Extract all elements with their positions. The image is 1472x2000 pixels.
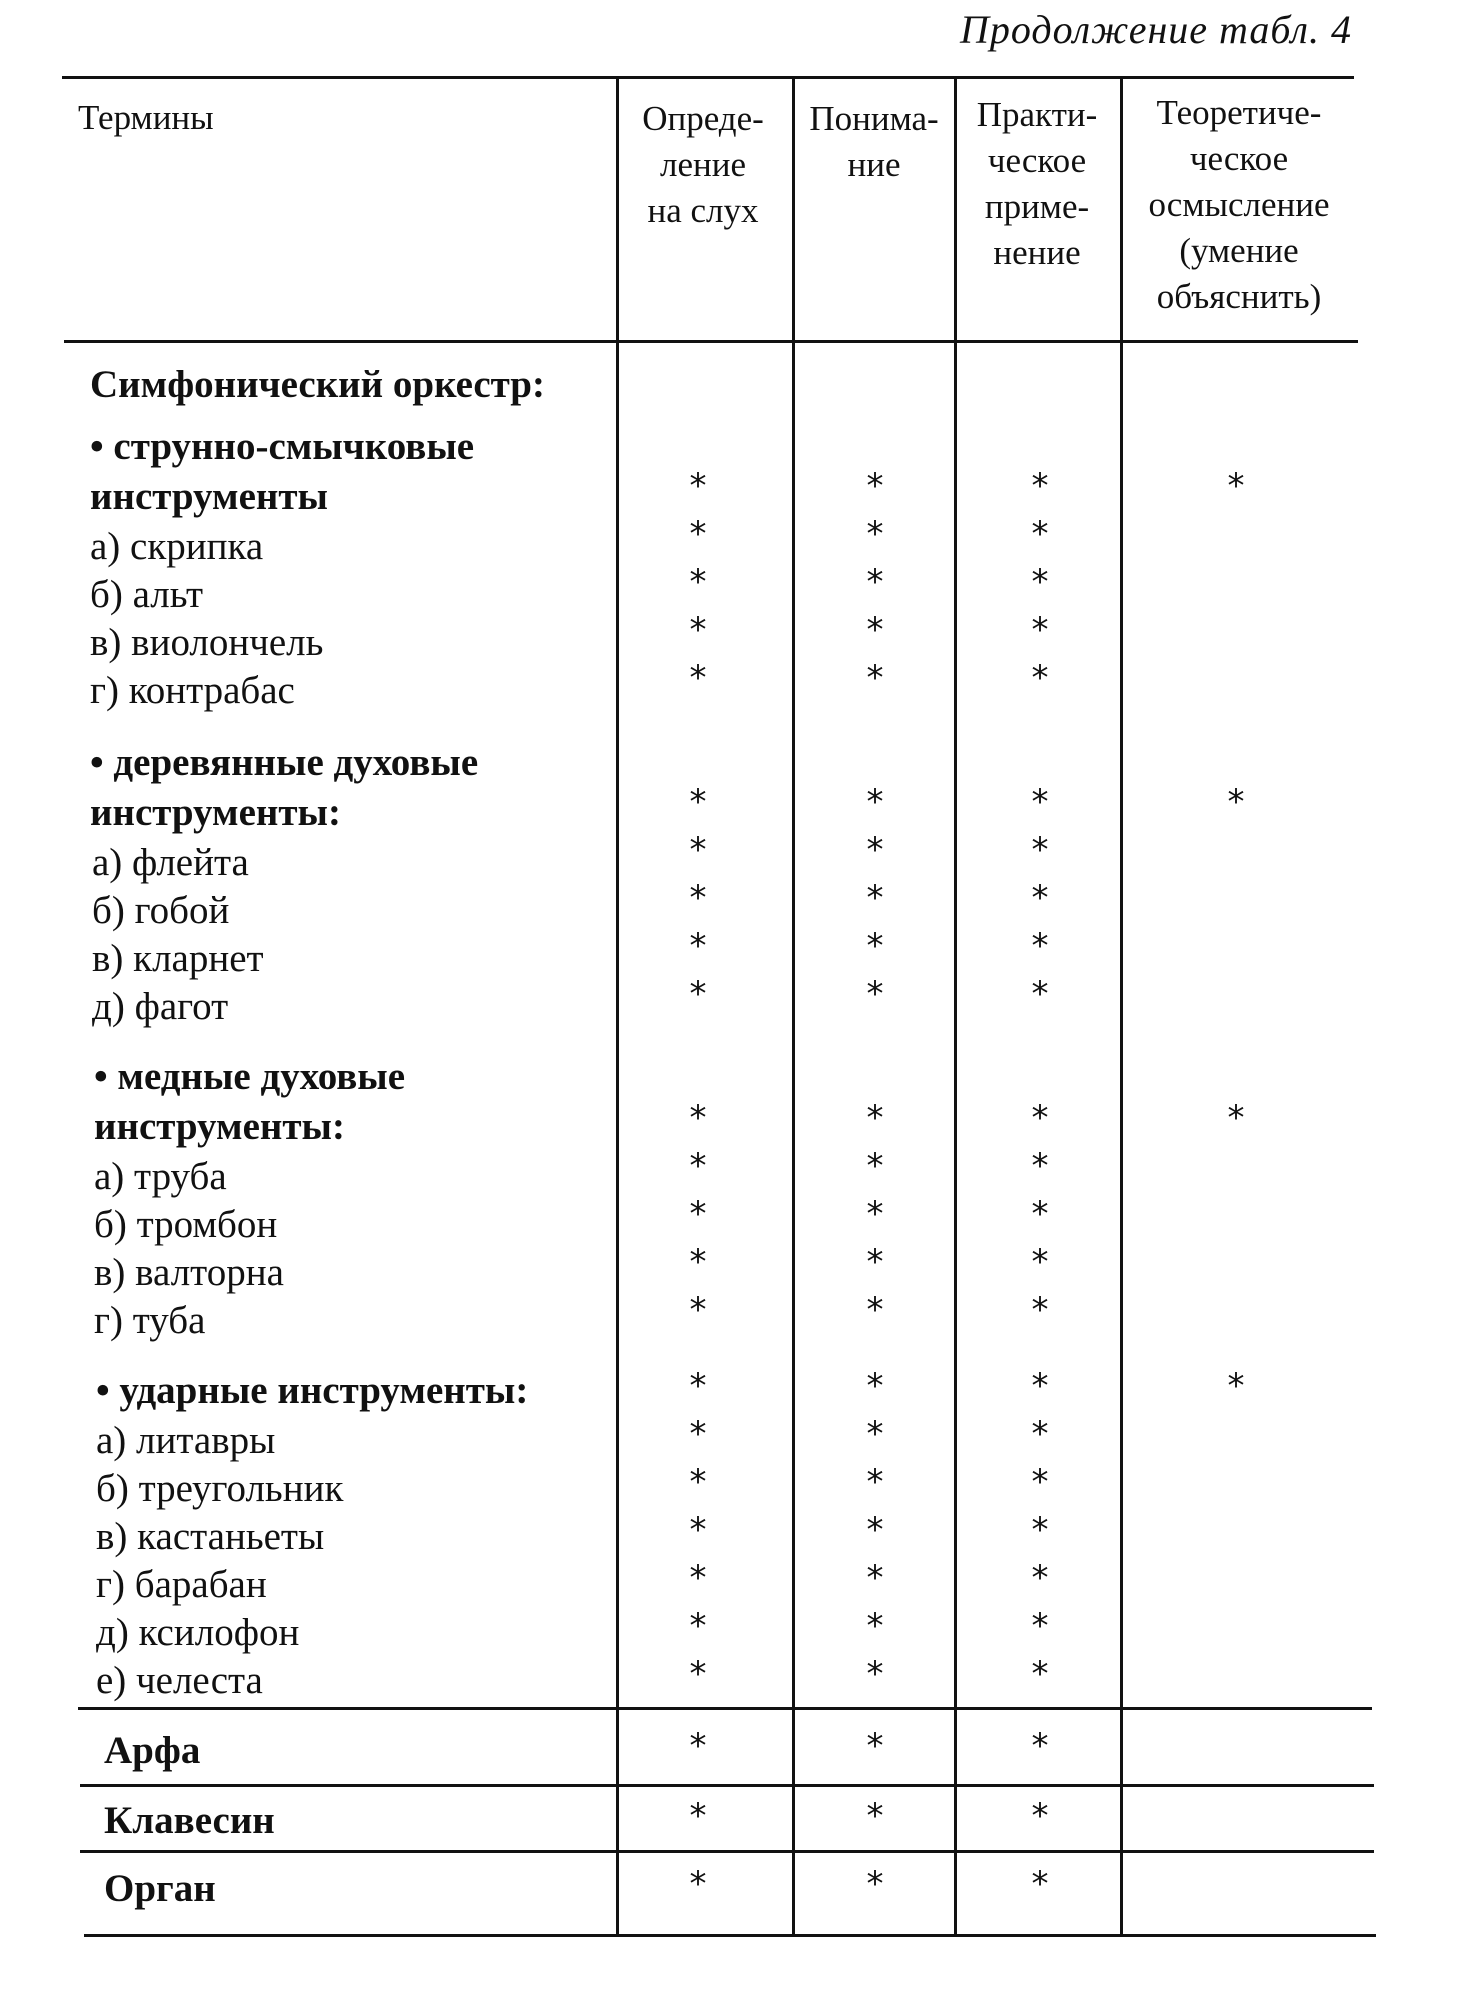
list-item: в) виолончель [90, 621, 324, 664]
mark-asterisk: * [689, 610, 707, 650]
header-col4-line: объяснить) [1156, 277, 1322, 316]
mark-asterisk: * [689, 1194, 707, 1234]
col-rule-1 [616, 76, 619, 1934]
mark-asterisk: * [866, 1146, 884, 1186]
header-col4-line: ческое [1189, 139, 1289, 178]
list-item: б) треугольник [96, 1467, 344, 1510]
mark-asterisk: * [866, 1510, 884, 1550]
mark-asterisk: * [866, 974, 884, 1014]
mark-asterisk: * [1031, 974, 1049, 1014]
header-col3-line: ческое [987, 141, 1087, 180]
list-item: а) труба [94, 1155, 227, 1198]
col-rule-2 [792, 76, 795, 1934]
list-item: г) барабан [96, 1563, 267, 1606]
mark-asterisk: * [1031, 1242, 1049, 1282]
mark-asterisk: * [866, 514, 884, 554]
header-col2-line: Понима- [809, 99, 939, 138]
mark-asterisk: * [866, 926, 884, 966]
mark-asterisk: * [866, 1098, 884, 1138]
mark-asterisk: * [1031, 610, 1049, 650]
mark-asterisk: * [1031, 562, 1049, 602]
mark-asterisk: * [689, 830, 707, 870]
section-title-symphony: Симфонический оркестр: [90, 363, 545, 406]
group-title-woodwinds: • деревянные духовые [90, 741, 479, 784]
header-col2 [794, 96, 954, 188]
mark-asterisk: * [689, 1462, 707, 1502]
header-bottom-rule [64, 340, 1358, 343]
header-col1-line: ление [660, 145, 746, 184]
mark-asterisk: * [689, 1726, 707, 1766]
mark-asterisk: * [866, 1194, 884, 1234]
mark-asterisk: * [1031, 1366, 1049, 1406]
header-col2-line: ние [847, 145, 901, 184]
mark-asterisk: * [689, 1654, 707, 1694]
list-item: г) контрабас [90, 669, 295, 712]
mark-asterisk: * [866, 1462, 884, 1502]
row-label-harp: Арфа [104, 1729, 201, 1772]
mark-asterisk: * [866, 1290, 884, 1330]
mark-asterisk: * [866, 830, 884, 870]
mark-asterisk: * [689, 562, 707, 602]
mark-asterisk: * [689, 782, 707, 822]
mark-asterisk: * [1227, 1098, 1245, 1138]
list-item: д) ксилофон [96, 1611, 300, 1654]
mark-asterisk: * [1227, 466, 1245, 506]
mark-asterisk: * [689, 1242, 707, 1282]
mark-asterisk: * [866, 1796, 884, 1836]
group-title-brass: • медные духовые [94, 1055, 406, 1098]
mark-asterisk: * [1031, 514, 1049, 554]
mark-asterisk: * [1031, 1414, 1049, 1454]
list-item: г) туба [94, 1299, 206, 1342]
mark-asterisk: * [1031, 466, 1049, 506]
row-rule-harpsichord [80, 1784, 1374, 1787]
row-label-organ: Орган [104, 1867, 216, 1910]
mark-asterisk: * [689, 1796, 707, 1836]
mark-asterisk: * [1031, 878, 1049, 918]
list-item: б) гобой [92, 889, 230, 932]
header-col3-line: приме- [984, 187, 1090, 226]
mark-asterisk: * [689, 658, 707, 698]
mark-asterisk: * [866, 1726, 884, 1766]
group-title-woodwinds: инструменты: [90, 791, 341, 834]
bottom-rule [84, 1934, 1376, 1937]
mark-asterisk: * [1031, 1510, 1049, 1550]
col-rule-3 [954, 76, 957, 1934]
header-col4-line: осмысление [1148, 185, 1330, 224]
mark-asterisk: * [1031, 1194, 1049, 1234]
list-item: б) альт [90, 573, 204, 616]
mark-asterisk: * [1031, 1462, 1049, 1502]
mark-asterisk: * [689, 1510, 707, 1550]
list-item: а) флейта [92, 841, 249, 884]
mark-asterisk: * [1031, 1796, 1049, 1836]
header-col3 [956, 92, 1118, 276]
list-item: д) фагот [92, 985, 229, 1028]
row-rule-harp [78, 1707, 1372, 1710]
mark-asterisk: * [1031, 658, 1049, 698]
mark-asterisk: * [866, 1414, 884, 1454]
mark-asterisk: * [689, 878, 707, 918]
mark-asterisk: * [1031, 782, 1049, 822]
mark-asterisk: * [689, 1864, 707, 1904]
list-item: в) кастаньеты [96, 1515, 325, 1558]
mark-asterisk: * [866, 466, 884, 506]
list-item: в) кларнет [92, 937, 264, 980]
group-title-brass: инструменты: [94, 1105, 345, 1148]
mark-asterisk: * [866, 562, 884, 602]
mark-asterisk: * [689, 1290, 707, 1330]
row-label-harpsichord: Клавесин [104, 1799, 275, 1842]
group-title-strings: • струнно-смычковые [90, 425, 475, 468]
mark-asterisk: * [866, 1242, 884, 1282]
header-col1 [618, 96, 788, 234]
mark-asterisk: * [866, 1558, 884, 1598]
mark-asterisk: * [689, 1606, 707, 1646]
mark-asterisk: * [689, 926, 707, 966]
header-col1-line: на слух [647, 191, 759, 230]
mark-asterisk: * [1031, 1290, 1049, 1330]
mark-asterisk: * [689, 974, 707, 1014]
mark-asterisk: * [689, 1146, 707, 1186]
mark-asterisk: * [1031, 926, 1049, 966]
mark-asterisk: * [866, 1864, 884, 1904]
mark-asterisk: * [689, 1558, 707, 1598]
list-item: б) тромбон [94, 1203, 278, 1246]
mark-asterisk: * [1031, 1726, 1049, 1766]
mark-asterisk: * [866, 610, 884, 650]
header-terms: Термины [78, 98, 214, 137]
mark-asterisk: * [689, 466, 707, 506]
list-item: е) челеста [96, 1659, 263, 1702]
table-caption: Продолжение табл. 4 [959, 7, 1352, 52]
mark-asterisk: * [866, 1606, 884, 1646]
header-col1-line: Опреде- [642, 99, 764, 138]
list-item: в) валторна [94, 1251, 284, 1294]
mark-asterisk: * [1227, 1366, 1245, 1406]
mark-asterisk: * [689, 1414, 707, 1454]
mark-asterisk: * [689, 1366, 707, 1406]
mark-asterisk: * [866, 658, 884, 698]
header-col3-line: Практи- [976, 95, 1098, 134]
group-title-strings: инструменты [90, 475, 328, 518]
group-title-percussion: • ударные инструменты: [96, 1369, 529, 1412]
mark-asterisk: * [866, 1366, 884, 1406]
mark-asterisk: * [1227, 782, 1245, 822]
mark-asterisk: * [866, 878, 884, 918]
mark-asterisk: * [866, 782, 884, 822]
mark-asterisk: * [689, 1098, 707, 1138]
mark-asterisk: * [1031, 1098, 1049, 1138]
mark-asterisk: * [866, 1654, 884, 1694]
mark-asterisk: * [1031, 1558, 1049, 1598]
col-rule-4 [1120, 76, 1123, 1934]
mark-asterisk: * [1031, 1654, 1049, 1694]
header-col4 [1122, 90, 1356, 320]
top-rule [62, 76, 1354, 79]
header-col4-line: (умение [1179, 231, 1299, 270]
row-rule-organ [80, 1850, 1374, 1853]
mark-asterisk: * [1031, 830, 1049, 870]
list-item: а) скрипка [90, 525, 264, 568]
header-col3-line: нение [993, 233, 1081, 272]
mark-asterisk: * [689, 514, 707, 554]
mark-asterisk: * [1031, 1146, 1049, 1186]
list-item: а) литавры [96, 1419, 276, 1462]
mark-asterisk: * [1031, 1606, 1049, 1646]
header-col4-line: Теоретиче- [1156, 93, 1322, 132]
mark-asterisk: * [1031, 1864, 1049, 1904]
